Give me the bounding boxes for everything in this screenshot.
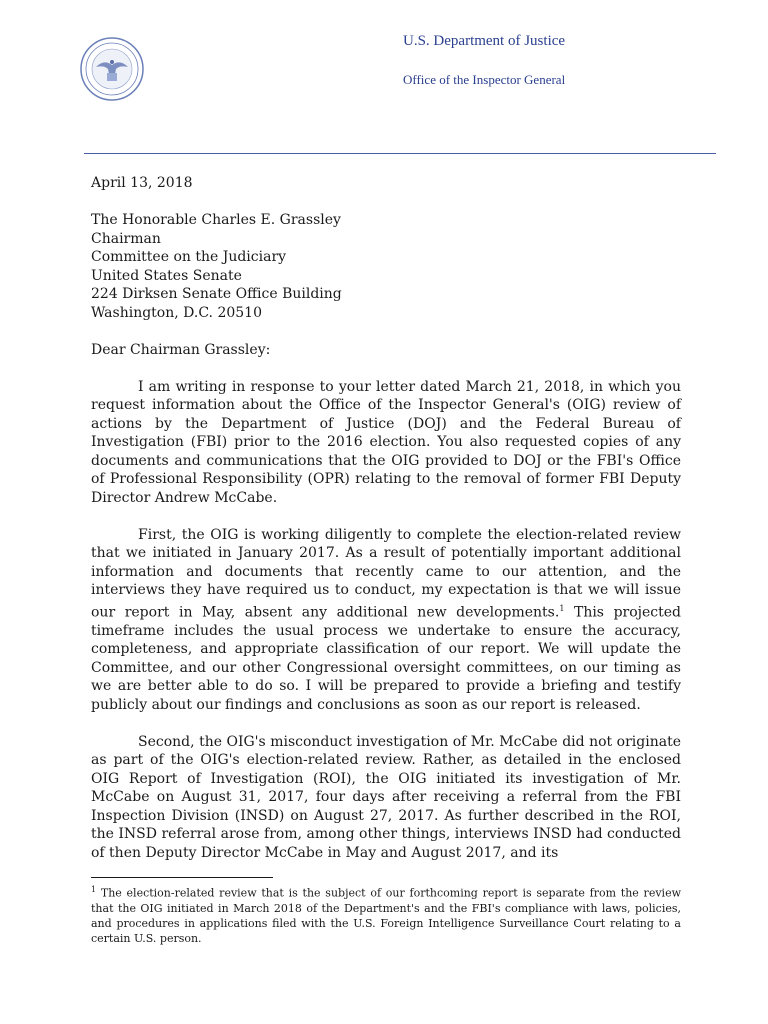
footnote-marker: 1	[91, 885, 97, 894]
paragraph-1: I am writing in response to your letter dated March 21, 2018, in which you request information about the Office of the Inspector General's (OIG) review of actions by the Department of Justice (DOJ) and the Federal Bureau of Investigation (FBI) prior to the 2016 election. You also requested copies of any documents and communications that the OIG provided to DOJ or the FBI's Office of Professional Responsibility (OPR) relating to the removal of former FBI Deputy Director Andrew McCabe.	[91, 378, 681, 506]
paragraph-2-text-b: This projected timeframe includes the usual process we undertake to ensure the accuracy, completeness, and appropriate classification of our report. We will update the Committee, and our other Congressional oversight committees, on our timing as we are better able to do so. I will be prepared to provide a briefing and testify publicly about our findings and conclusions as soon as our report is released.	[91, 604, 681, 713]
letterhead-office: Office of the Inspector General	[403, 72, 566, 87]
footnote-reference: 1	[559, 603, 565, 613]
paragraph-3: Second, the OIG's misconduct investigation of Mr. McCabe did not originate as part of the OIG's election-related review. Rather, as detailed in the enclosed OIG Report of Investigation (ROI), the OIG initiated its investigation of Mr. McCabe on August 31, 2017, four days after receiving a referral from the FBI Inspection Division (INSD) on August 27, 2017. As further described in the ROI, the INSD referral arose from, among other things, interviews INSD had conducted of then Deputy Director McCabe in May and August 2017, and its	[91, 733, 681, 861]
footnote-text: The election-related review that is the subject of our forthcoming report is separate from the review that the OIG initiated in March 2018 of the Department's and the FBI's compliance with laws, policies, and procedures in applications filed with the U.S. Foreign Intelligence Surveillance Court relating to a certain U.S. person.	[91, 886, 681, 945]
paragraph-2	[91, 526, 681, 715]
doj-seal-icon	[80, 37, 144, 101]
paragraph-2-text-a: First, the OIG is working diligently to complete the election-related review that we initiated in January 2017. As a result of potentially important additional information and documents that recently came to our attention, and the interviews they have required us to conduct, my expectation is that we will issue our report in May, absent any additional new developments.	[91, 526, 681, 621]
letterhead-divider	[84, 153, 716, 154]
letter-date: April 13, 2018	[91, 175, 193, 191]
recipient-committee: Committee on the Judiciary	[91, 249, 287, 265]
recipient-title: Chairman	[91, 230, 161, 247]
recipient-name: The Honorable Charles E. Grassley	[91, 212, 341, 228]
recipient-city: Washington, D.C. 20510	[91, 304, 262, 321]
recipient-body: United States Senate	[91, 267, 242, 284]
letter-body	[91, 174, 681, 862]
letterhead-department: U.S. Department of Justice	[403, 33, 566, 49]
salutation: Dear Chairman Grassley:	[91, 341, 271, 358]
recipient-address: 224 Dirksen Senate Office Building	[91, 286, 342, 302]
footnote-divider	[91, 877, 273, 878]
footnote	[91, 882, 681, 946]
